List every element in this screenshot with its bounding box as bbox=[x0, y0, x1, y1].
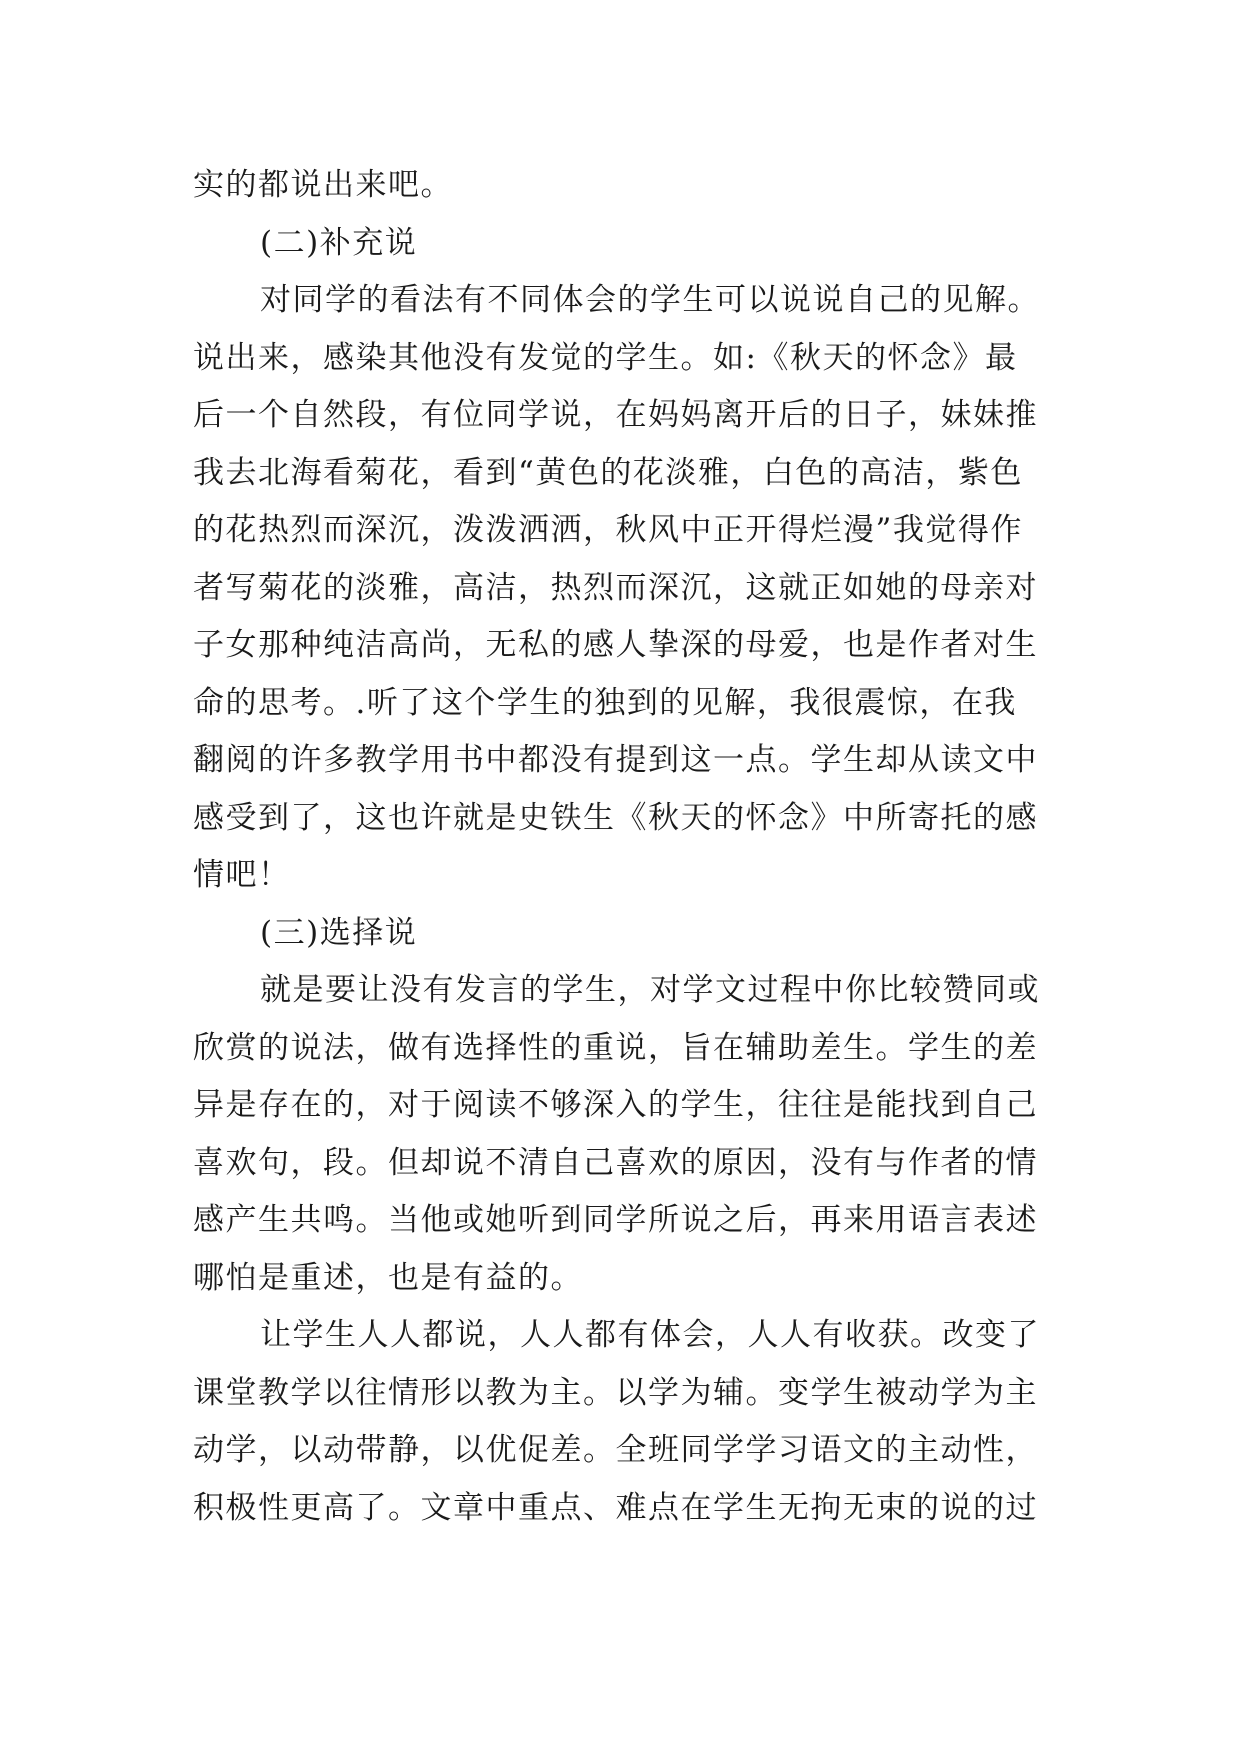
text-line: 子女那种纯洁高尚，无私的感人挚深的母爱，也是作者对生 bbox=[193, 627, 1038, 663]
text-line: 异是存在的，对于阅读不够深入的学生，往往是能找到自己 bbox=[193, 1087, 1038, 1123]
text-line: 命的思考。.听了这个学生的独到的见解，我很震惊，在我 bbox=[193, 685, 1017, 721]
text-line: 就是要让没有发言的学生，对学文过程中你比较赞同或 bbox=[260, 972, 1040, 1008]
text-line: 让学生人人都说，人人都有体会，人人有收获。改变了 bbox=[260, 1317, 1040, 1353]
text-line: 欣赏的说法，做有选择性的重说，旨在辅助差生。学生的差 bbox=[193, 1030, 1038, 1066]
text-line: 情吧！ bbox=[193, 857, 291, 893]
text-line: 的花热烈而深沉，泼泼洒洒，秋风中正开得烂漫”我觉得作 bbox=[193, 512, 1023, 548]
text-line: 喜欢句，段。但却说不清自己喜欢的原因，没有与作者的情 bbox=[193, 1145, 1038, 1181]
text-line: 课堂教学以往情形以教为主。以学为辅。变学生被动学为主 bbox=[193, 1375, 1038, 1411]
text-line: 对同学的看法有不同体会的学生可以说说自己的见解。 bbox=[260, 282, 1040, 318]
text-line: 说出来，感染其他没有发觉的学生。如:《秋天的怀念》最 bbox=[193, 340, 1018, 376]
text-line: 后一个自然段，有位同学说，在妈妈离开后的日子，妹妹推 bbox=[193, 397, 1038, 433]
section-heading: (三)选择说 bbox=[260, 915, 418, 951]
text-line: 实的都说出来吧。 bbox=[193, 167, 453, 203]
text-line: 积极性更高了。文章中重点、难点在学生无拘无束的说的过 bbox=[193, 1490, 1038, 1526]
text-line: 我去北海看菊花，看到“黄色的花淡雅，白色的高洁，紫色 bbox=[193, 455, 1023, 491]
text-line: 翻阅的许多教学用书中都没有提到这一点。学生却从读文中 bbox=[193, 742, 1038, 778]
text-line: 者写菊花的淡雅，高洁，热烈而深沉，这就正如她的母亲对 bbox=[193, 570, 1038, 606]
text-line: 感产生共鸣。当他或她听到同学所说之后，再来用语言表述 bbox=[193, 1202, 1038, 1238]
section-heading: (二)补充说 bbox=[260, 225, 418, 261]
text-line: 哪怕是重述，也是有益的。 bbox=[193, 1260, 583, 1296]
text-line: 动学，以动带静，以优促差。全班同学学习语文的主动性， bbox=[193, 1432, 1038, 1468]
text-line: 感受到了，这也许就是史铁生《秋天的怀念》中所寄托的感 bbox=[193, 800, 1038, 836]
